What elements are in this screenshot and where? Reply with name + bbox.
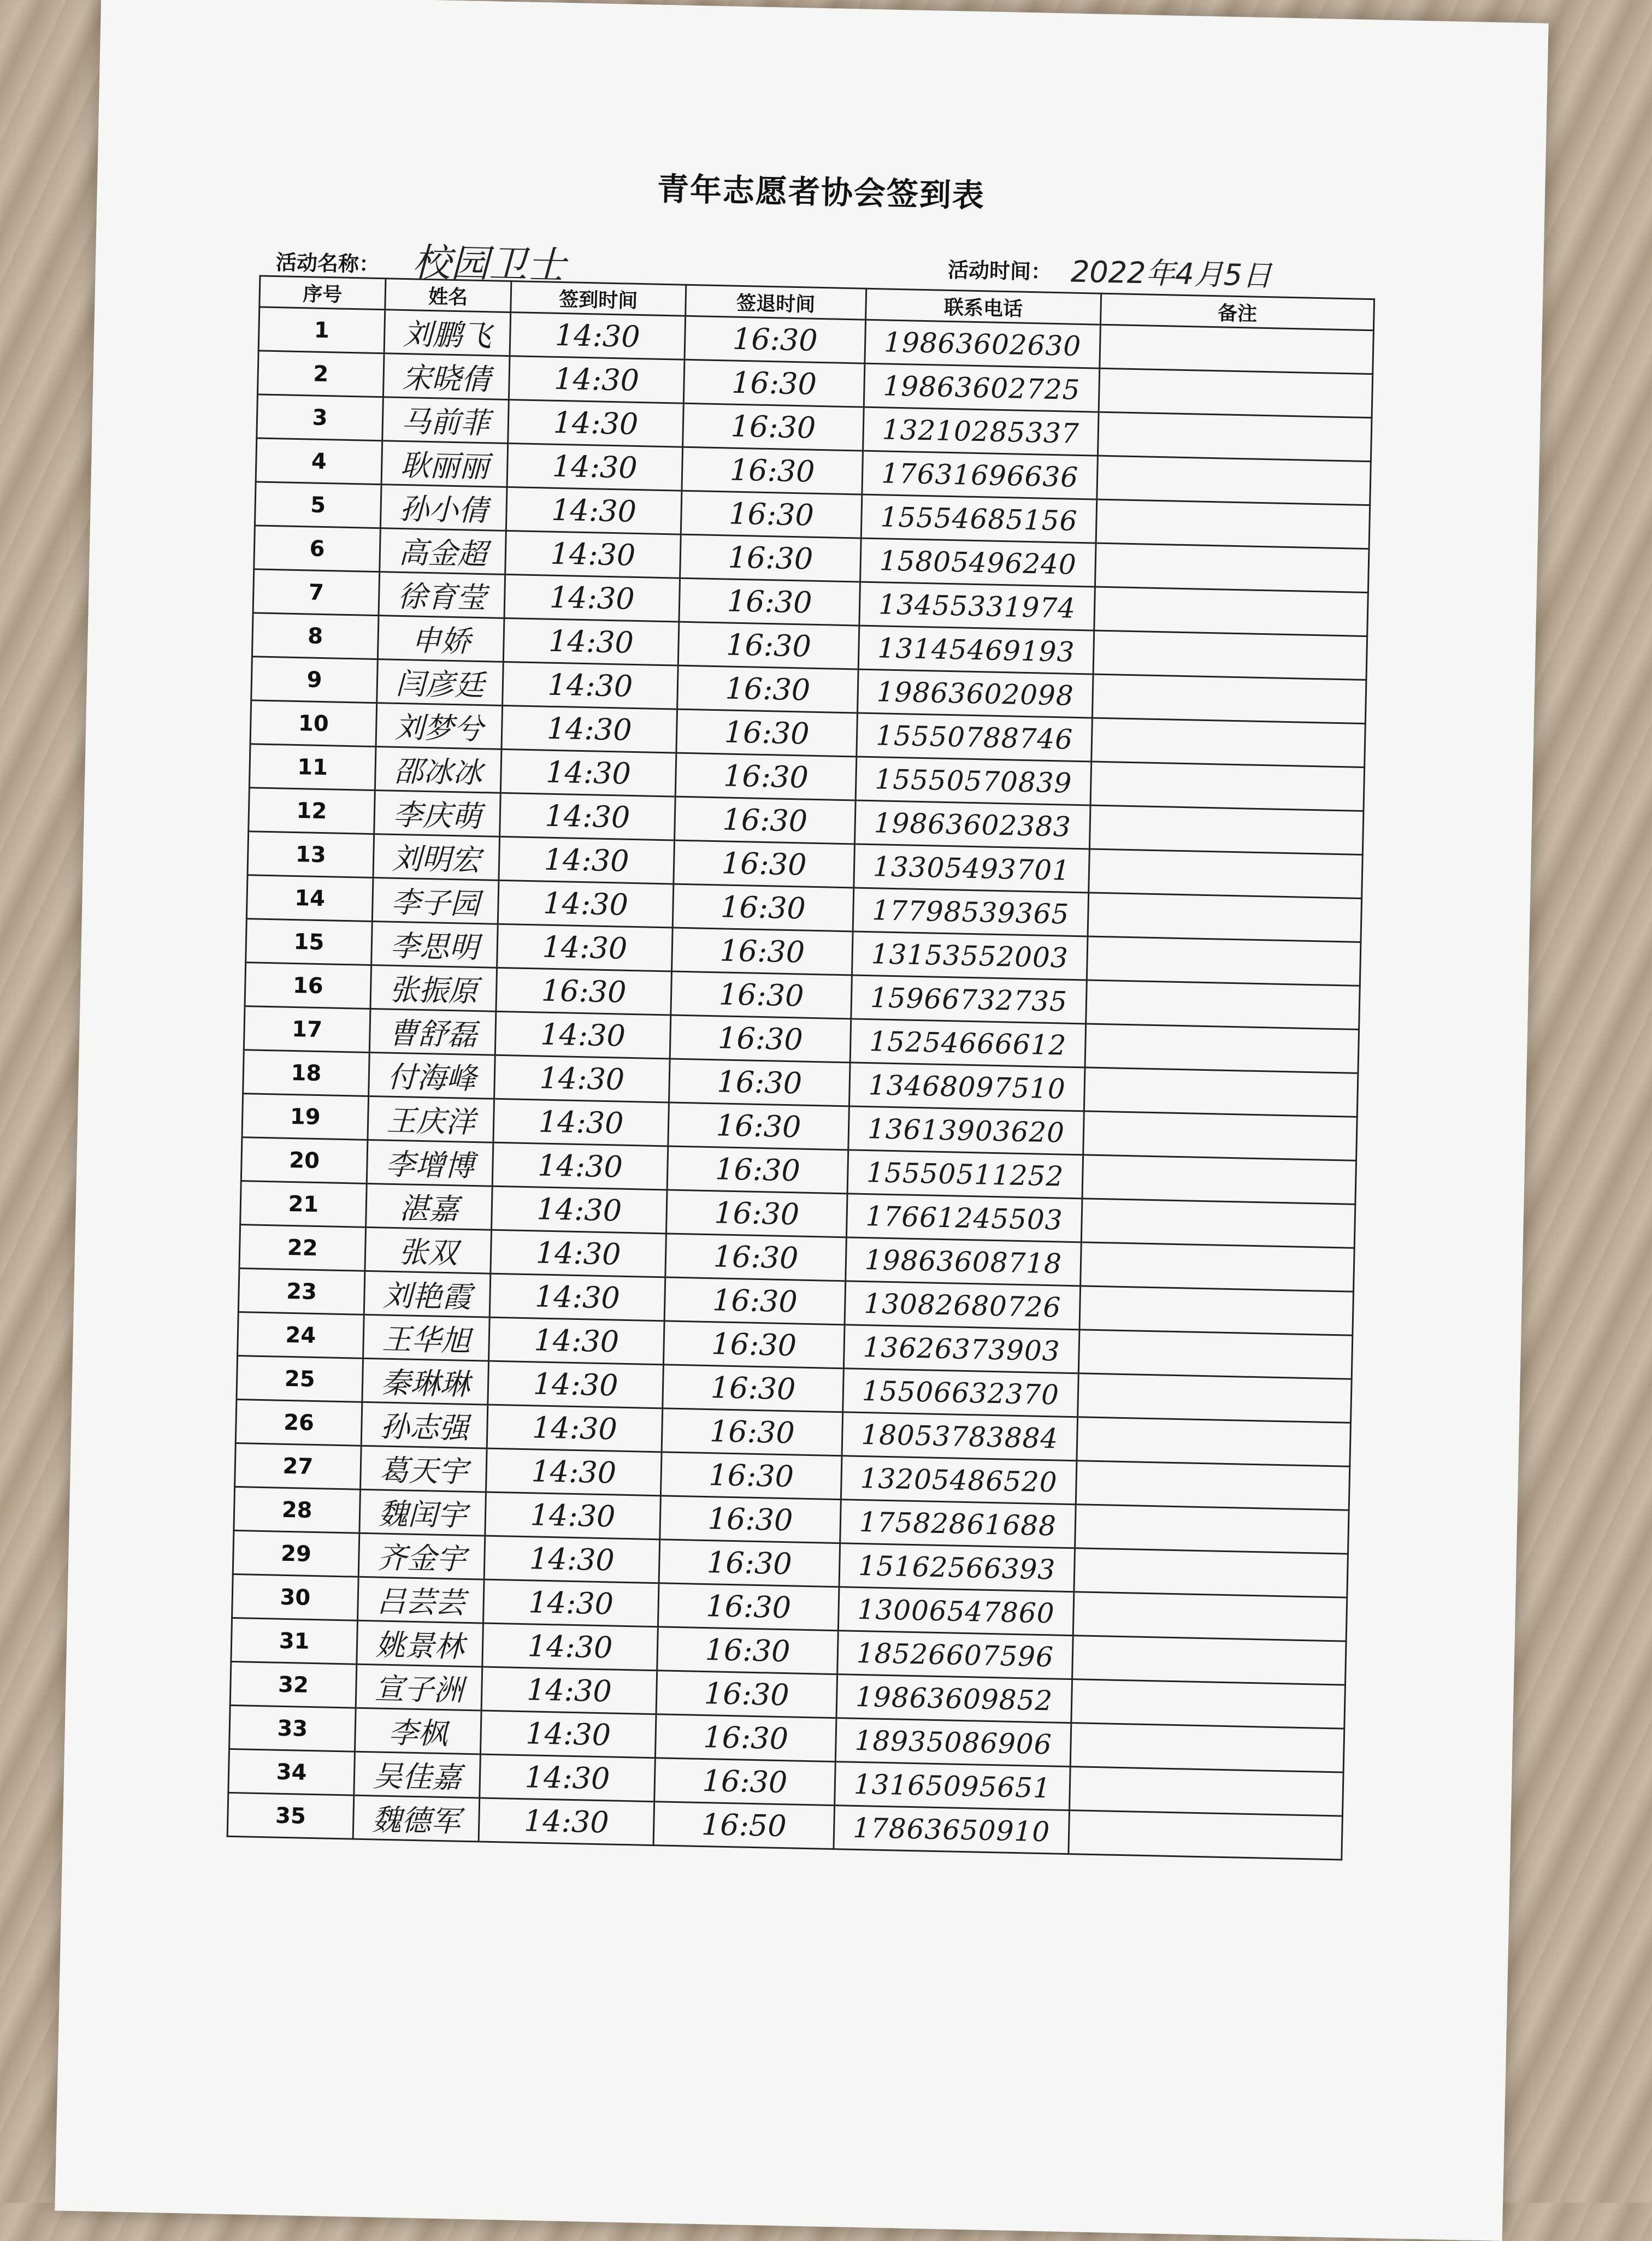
phone-cell: 13305493701 — [854, 844, 1090, 893]
phone-cell: 18526607596 — [837, 1631, 1073, 1679]
sign-in-cell: 14:30 — [482, 1623, 658, 1671]
note-cell — [1096, 499, 1370, 549]
sign-out-cell: 16:30 — [672, 928, 853, 975]
note-cell — [1095, 543, 1369, 592]
note-cell — [1086, 980, 1360, 1029]
sign-in-cell: 14:30 — [492, 1142, 668, 1190]
sign-in-cell: 14:30 — [505, 530, 681, 578]
seq-cell: 3 — [257, 394, 384, 441]
seq-cell: 17 — [244, 1006, 370, 1053]
phone-cell: 15162566393 — [839, 1543, 1075, 1592]
name-cell: 邵冰冰 — [375, 747, 502, 793]
name-cell: 李庆萌 — [374, 791, 501, 837]
note-cell — [1084, 1068, 1358, 1117]
sign-out-cell: 16:30 — [660, 1452, 842, 1500]
sign-out-cell: 16:30 — [665, 1234, 847, 1281]
phone-cell: 13205486520 — [841, 1456, 1077, 1505]
header-phone: 联系电话 — [866, 288, 1101, 325]
note-cell — [1070, 1767, 1344, 1816]
name-cell: 齐金宇 — [358, 1533, 485, 1579]
name-cell: 吴佳嘉 — [354, 1751, 481, 1798]
sign-out-cell: 16:30 — [656, 1671, 837, 1718]
sign-out-cell: 16:30 — [674, 840, 855, 888]
seq-cell: 2 — [257, 351, 384, 397]
sign-in-cell: 14:30 — [494, 1055, 670, 1102]
seq-cell: 11 — [249, 744, 376, 791]
phone-cell: 15506632370 — [843, 1369, 1079, 1417]
seq-cell: 6 — [254, 526, 381, 572]
sign-in-cell: 14:30 — [500, 749, 676, 797]
seq-cell: 24 — [238, 1312, 364, 1359]
sign-out-cell: 16:30 — [678, 622, 859, 669]
phone-cell: 13210285337 — [863, 407, 1099, 456]
name-cell: 宋晓倩 — [383, 353, 510, 400]
seq-cell: 5 — [255, 482, 381, 528]
sign-out-cell: 16:30 — [683, 359, 865, 407]
name-cell: 马前菲 — [382, 397, 509, 444]
seq-cell: 31 — [231, 1618, 358, 1664]
activity-name-value: 校园卫士 — [412, 240, 566, 288]
name-cell: 刘鹏飞 — [384, 310, 511, 356]
name-cell: 吕芸芸 — [358, 1577, 485, 1623]
name-cell: 付海峰 — [369, 1052, 495, 1099]
seq-cell: 29 — [233, 1530, 359, 1577]
sign-in-cell: 14:30 — [495, 1011, 671, 1059]
name-cell: 湛嘉 — [366, 1183, 493, 1230]
sign-in-cell: 14:30 — [488, 1361, 664, 1408]
sign-in-cell: 14:30 — [483, 1579, 659, 1627]
sign-in-cell: 14:30 — [500, 793, 676, 840]
sign-in-cell: 14:30 — [479, 1798, 654, 1845]
sign-in-cell: 14:30 — [506, 487, 682, 535]
sign-out-cell: 16:30 — [676, 709, 858, 757]
name-cell: 秦琳琳 — [362, 1358, 489, 1405]
seq-cell: 35 — [227, 1792, 354, 1839]
phone-cell: 15966732735 — [851, 975, 1087, 1024]
seq-cell: 1 — [258, 307, 385, 353]
sign-in-cell: 14:30 — [507, 444, 683, 491]
seq-cell: 25 — [237, 1356, 363, 1402]
sign-out-cell: 16:30 — [667, 1146, 848, 1194]
seq-cell: 30 — [232, 1574, 359, 1620]
name-cell: 李枫 — [355, 1708, 481, 1754]
activity-name-label: 活动名称： — [275, 250, 380, 277]
note-cell — [1078, 1330, 1353, 1379]
sign-out-cell: 16:30 — [660, 1496, 841, 1543]
seq-cell: 12 — [249, 788, 375, 834]
seq-cell: 27 — [235, 1443, 362, 1489]
seq-cell: 7 — [253, 569, 380, 616]
sign-out-cell: 16:30 — [679, 578, 860, 626]
phone-cell: 15254666612 — [850, 1019, 1086, 1068]
note-cell — [1076, 1461, 1350, 1510]
sign-out-cell: 16:30 — [659, 1540, 840, 1587]
sign-in-cell: 14:30 — [480, 1754, 656, 1802]
name-cell: 李子园 — [372, 878, 499, 924]
sign-in-cell: 14:30 — [480, 1711, 656, 1758]
note-cell — [1078, 1373, 1352, 1423]
note-cell — [1093, 630, 1367, 680]
phone-cell: 18053783884 — [842, 1412, 1078, 1461]
name-cell: 孙小倩 — [380, 485, 507, 531]
sign-out-cell: 16:30 — [671, 971, 852, 1019]
seq-cell: 18 — [243, 1050, 370, 1096]
phone-cell: 17798539365 — [853, 888, 1089, 936]
name-cell: 王华旭 — [363, 1314, 490, 1361]
sign-out-cell: 16:30 — [685, 316, 866, 363]
note-cell — [1092, 718, 1366, 767]
seq-cell: 15 — [246, 919, 373, 965]
phone-cell: 19863608718 — [846, 1237, 1082, 1286]
phone-cell: 17661245503 — [846, 1194, 1082, 1242]
sign-in-cell: 14:30 — [484, 1536, 660, 1583]
sign-in-cell: 14:30 — [510, 312, 686, 360]
note-cell — [1077, 1417, 1351, 1466]
name-cell: 宣子洲 — [356, 1664, 482, 1711]
sign-in-cell: 14:30 — [486, 1448, 662, 1496]
name-cell: 姚景林 — [357, 1620, 483, 1667]
header-name: 姓名 — [385, 279, 511, 312]
sign-out-cell: 16:30 — [654, 1758, 836, 1806]
name-cell: 李思明 — [371, 922, 498, 968]
sign-in-cell: 14:30 — [503, 662, 678, 709]
seq-cell: 32 — [230, 1661, 357, 1708]
phone-cell: 19863602630 — [865, 320, 1101, 368]
sign-in-cell: 14:30 — [497, 924, 673, 971]
sign-in-cell: 14:30 — [498, 880, 674, 928]
phone-cell: 18935086906 — [835, 1718, 1071, 1767]
sign-out-cell: 16:30 — [672, 884, 854, 931]
sign-out-cell: 16:30 — [670, 1015, 851, 1063]
note-cell — [1092, 674, 1366, 723]
note-cell — [1069, 1811, 1343, 1860]
phone-cell: 15550511252 — [847, 1150, 1083, 1199]
header-sign-out: 签退时间 — [686, 285, 866, 320]
sign-out-cell: 16:30 — [662, 1408, 843, 1456]
note-cell — [1097, 456, 1371, 505]
phone-cell: 13153552003 — [852, 931, 1088, 980]
phone-cell: 17863650910 — [834, 1806, 1070, 1854]
sign-out-cell: 16:30 — [682, 447, 863, 494]
sign-in-cell: 14:30 — [491, 1230, 666, 1277]
seq-cell: 19 — [242, 1094, 369, 1140]
sign-out-cell: 16:30 — [663, 1321, 845, 1369]
note-cell — [1099, 368, 1373, 417]
header-note: 备注 — [1100, 293, 1374, 330]
note-cell — [1087, 936, 1361, 986]
sign-out-cell: 16:30 — [677, 665, 859, 713]
name-cell: 魏德军 — [353, 1795, 480, 1842]
seq-cell: 22 — [239, 1225, 366, 1271]
sign-out-cell: 16:30 — [681, 491, 862, 538]
name-cell: 耿丽丽 — [381, 441, 508, 487]
sign-out-cell: 16:30 — [664, 1277, 846, 1325]
sign-out-cell: 16:30 — [668, 1102, 849, 1150]
phone-cell: 15805496240 — [860, 538, 1096, 587]
note-cell — [1079, 1286, 1354, 1335]
note-cell — [1070, 1723, 1344, 1772]
phone-cell: 13626373903 — [843, 1325, 1079, 1373]
seq-cell: 9 — [251, 657, 378, 703]
note-cell — [1089, 849, 1363, 898]
phone-cell: 13006547860 — [838, 1587, 1074, 1636]
seq-cell: 4 — [256, 438, 382, 485]
name-cell: 徐育莹 — [379, 572, 505, 618]
sign-in-cell: 14:30 — [485, 1492, 661, 1540]
note-cell — [1071, 1679, 1346, 1729]
note-cell — [1090, 762, 1365, 811]
sign-in-cell: 14:30 — [502, 705, 677, 753]
sign-out-cell: 16:30 — [658, 1583, 839, 1631]
note-cell — [1085, 1024, 1359, 1073]
sign-out-cell: 16:30 — [680, 534, 862, 582]
name-cell: 刘梦兮 — [376, 703, 503, 750]
name-cell: 刘明宏 — [373, 834, 500, 881]
note-cell — [1072, 1636, 1347, 1685]
seq-cell: 34 — [228, 1749, 355, 1795]
note-cell — [1083, 1111, 1358, 1160]
note-cell — [1094, 587, 1368, 636]
sign-out-cell: 16:30 — [675, 797, 856, 844]
seq-cell: 20 — [241, 1137, 368, 1184]
seq-cell: 13 — [247, 831, 374, 878]
page-title: 青年志愿者协会签到表 — [657, 170, 986, 215]
name-cell: 魏闰宇 — [359, 1489, 486, 1536]
seq-cell: 23 — [238, 1269, 365, 1315]
activity-time-value: 2022年4月5日 — [1070, 254, 1272, 293]
seq-cell: 26 — [235, 1400, 362, 1446]
phone-cell: 19863602725 — [864, 363, 1100, 412]
seq-cell: 28 — [234, 1487, 361, 1533]
seq-cell: 16 — [245, 963, 371, 1009]
name-cell: 高金超 — [380, 528, 506, 575]
sign-out-cell: 16:30 — [666, 1190, 847, 1237]
sign-in-cell: 14:30 — [508, 400, 684, 447]
phone-cell: 19863602098 — [857, 669, 1093, 718]
note-cell — [1089, 805, 1364, 854]
phone-cell: 17631696636 — [862, 451, 1098, 499]
phone-cell: 15554685156 — [861, 494, 1097, 543]
sign-out-cell: 16:30 — [655, 1714, 836, 1762]
sign-in-cell: 14:30 — [489, 1273, 665, 1321]
seq-cell: 10 — [250, 700, 377, 747]
sign-in-cell: 14:30 — [481, 1667, 657, 1714]
sign-out-cell: 16:30 — [683, 403, 864, 451]
seq-cell: 8 — [252, 613, 379, 659]
sign-in-cell: 14:30 — [487, 1405, 663, 1452]
phone-cell: 13468097510 — [849, 1063, 1085, 1111]
name-cell: 张双 — [365, 1227, 492, 1273]
phone-cell: 15550788746 — [857, 713, 1093, 762]
sign-out-cell: 16:30 — [657, 1627, 839, 1674]
sign-out-cell: 16:50 — [653, 1802, 835, 1849]
sign-in-cell: 14:30 — [489, 1317, 665, 1365]
sign-out-cell: 16:30 — [663, 1365, 844, 1412]
sign-in-cell: 14:30 — [504, 574, 680, 622]
phone-cell: 19863602383 — [854, 800, 1090, 849]
note-cell — [1100, 325, 1374, 374]
note-cell — [1081, 1242, 1355, 1291]
name-cell: 王庆洋 — [368, 1096, 494, 1142]
note-cell — [1075, 1505, 1349, 1554]
name-cell: 葛天宇 — [361, 1446, 487, 1492]
phone-cell: 17582861688 — [840, 1500, 1076, 1548]
name-cell: 孙志强 — [361, 1402, 488, 1448]
sign-in-cell: 14:30 — [503, 618, 679, 665]
activity-time-label: 活动时间： — [947, 257, 1052, 284]
paper-sheet — [55, 0, 1548, 2241]
name-cell: 申娇 — [377, 616, 504, 662]
note-cell — [1073, 1592, 1347, 1641]
seq-cell: 21 — [240, 1181, 367, 1228]
sign-in-cell: 14:30 — [499, 836, 675, 884]
sign-in-cell: 14:30 — [492, 1186, 668, 1234]
phone-cell: 13165095651 — [835, 1762, 1071, 1811]
name-cell: 曹舒磊 — [369, 1009, 496, 1055]
phone-cell: 15550570839 — [856, 757, 1092, 805]
note-cell — [1082, 1155, 1356, 1204]
header-sign-in: 签到时间 — [511, 281, 686, 316]
name-cell: 李增博 — [367, 1140, 493, 1186]
sign-in-cell: 16:30 — [496, 968, 672, 1015]
sign-out-cell: 16:30 — [675, 753, 857, 800]
phone-cell: 13613903620 — [848, 1106, 1084, 1155]
name-cell: 闫彦廷 — [377, 659, 504, 706]
phone-cell: 13082680726 — [845, 1281, 1081, 1330]
note-cell — [1074, 1548, 1348, 1597]
name-cell: 张振原 — [370, 965, 497, 1011]
name-cell: 刘艳霞 — [364, 1271, 491, 1317]
note-cell — [1098, 412, 1372, 461]
note-cell — [1081, 1199, 1355, 1248]
seq-cell: 14 — [246, 875, 373, 922]
signin-table — [227, 275, 1375, 1860]
phone-cell: 13145469193 — [858, 626, 1094, 674]
sign-in-cell: 14:30 — [493, 1099, 669, 1146]
sign-in-cell: 14:30 — [509, 356, 685, 404]
note-cell — [1088, 893, 1362, 942]
seq-cell: 33 — [229, 1705, 356, 1751]
sign-out-cell: 16:30 — [669, 1059, 850, 1106]
phone-cell: 13455331974 — [859, 582, 1095, 630]
phone-cell: 19863609852 — [836, 1674, 1072, 1723]
header-seq: 序号 — [259, 276, 386, 310]
